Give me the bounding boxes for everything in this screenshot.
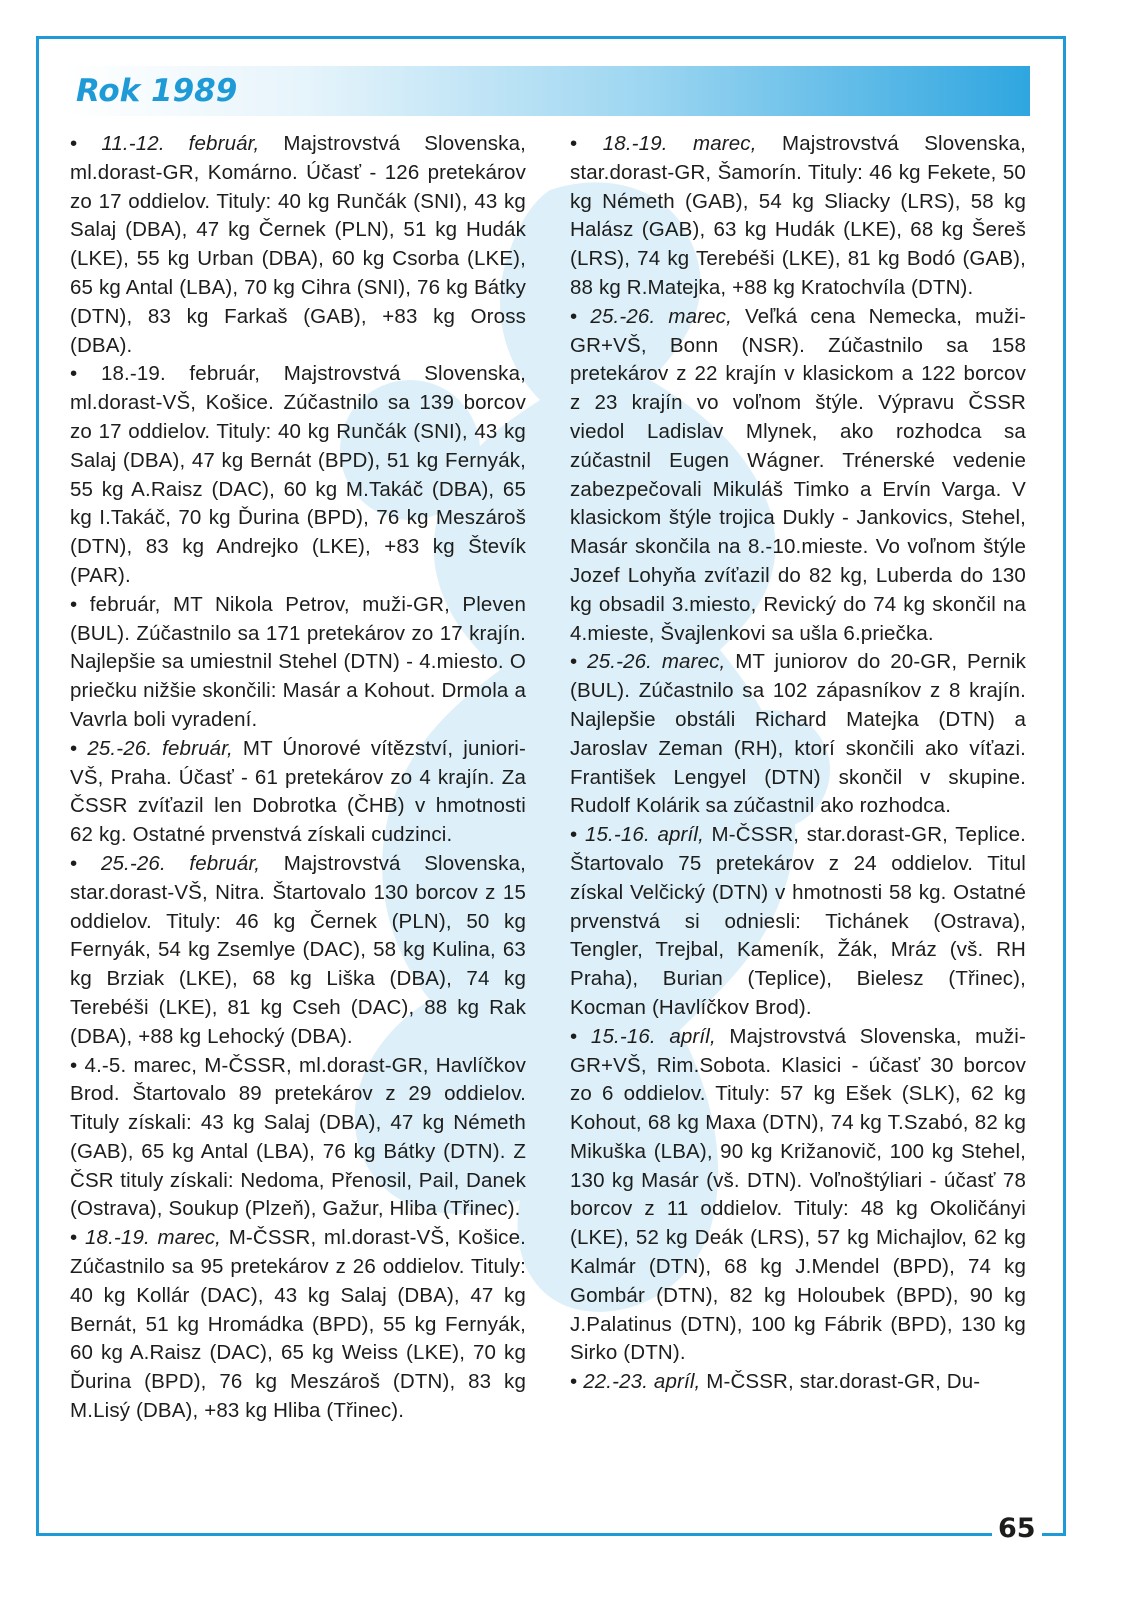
event-text: 4.-5. marec, M-ČSSR, ml.dorast-GR, Havlíčkov Brod. Štartovalo 89 pretekárov z 29 oddielov. Tituly získali: 43 kg Salaj (DBA), 47 kg Németh (GAB), 65 kg Antal (LBA), 76 kg Bátky (DTN). Z ČSR tituly získali: Nedoma, Přenosil, Pail, Danek (Ostrava), Soukup (Plzeň), Gažur, Hliba (Třinec). bbox=[70, 1053, 526, 1221]
event-text: Majstrovstvá Slovenska, star.dorast-VŠ, Nitra. Štartovalo 130 borcov z 15 oddielov. Tituly: 46 kg Černek (PLN), 50 kg Fernyák, 54 kg Zsemlye (DAC), 58 kg Kulina, 63 kg Brziak (LKE), 68 kg Liška (DBA), 74 kg Terebéši (LKE), 81 kg Cseh (DAC), 88 kg Rak (DBA), +88 kg Lehocký (DBA). bbox=[70, 851, 526, 1048]
list-item bbox=[70, 1052, 526, 1225]
event-text: 18.-19. február, Majstrovstvá Slovenska, ml.dorast-VŠ, Košice. Zúčastnilo sa 139 borcov zo 17 oddielov. Tituly: 40 kg Runčák (SNI), 43 kg Salaj (DBA), 47 kg Bernát (BPD), 51 kg Fernyák, 55 kg A.Raisz (DAC), 60 kg M.Takáč (DBA), 65 kg I.Takáč, 70 kg Ďurina (BPD), 76 kg Meszároš (DTN), 83 kg Andrejko (LKE), +83 kg Števík (PAR). bbox=[70, 362, 526, 587]
list-item bbox=[570, 303, 1026, 649]
bullet: • bbox=[570, 823, 578, 847]
bullet: • bbox=[70, 851, 78, 875]
bullet: • bbox=[70, 736, 78, 760]
event-date: 25.-26. marec, bbox=[587, 650, 726, 674]
event-text: MT Únorové vítězství, juniori-VŠ, Praha. Účasť - 61 pretekárov zo 4 krajín. Za ČSSR zvíťazil len Dobrotka (ČHB) v hmotnosti 62 kg. Ostatné prvenstvá získali cudzinci. bbox=[70, 736, 526, 847]
event-date: 11.-12. február, bbox=[101, 132, 260, 155]
event-text: február, MT Nikola Petrov, muži-GR, Pleven (BUL). Zúčastnilo sa 171 pretekárov zo 17 krajín. Najlepšie sa umiestnil Stehel (DTN) - 4.miesto. O priečku nižšie skončili: Masár a Kohout. Drmola a Vavrla boli vyradení. bbox=[70, 592, 526, 731]
event-date: 25.-26. marec, bbox=[590, 304, 732, 328]
event-date: 25.-26. február, bbox=[100, 851, 261, 875]
bullet: • bbox=[70, 362, 78, 386]
list-item bbox=[70, 360, 526, 590]
bullet: • bbox=[570, 1024, 578, 1048]
event-text: Veľká cena Nemecka, muži-GR+VŠ, Bonn (NSR). Zúčastnilo sa 158 pretekárov z 22 krajín v klasickom a 122 borcov z 23 krajín vo voľnom štýle. Výpravu ČSSR viedol Ladislav Mlynek, ako rozhodca sa zúčastnil Eugen Wágner. Trénerské vedenie zabezpečovali Mikuláš Timko a Ervín Varga. V klasickom štýle trojica Dukly - Jankovics, Stehel, Masár skončila na 8.-10.mieste. Vo voľnom štýle Jozef Lohyňa zvíťazil do 82 kg, Luberda do 130 kg obsadil 3.miesto, Revický do 74 kg skončil na 4.mieste, Švajlenkovi sa ušla 6.priečka. bbox=[570, 304, 1026, 645]
list-item bbox=[570, 648, 1026, 821]
bullet: • bbox=[70, 1226, 78, 1250]
event-date: 18.-19. marec, bbox=[84, 1226, 222, 1250]
event-text: Majstrovstvá Slovenska, star.dorast-GR, Šamorín. Tituly: 46 kg Fekete, 50 kg Németh (GAB), 54 kg Sliacky (LRS), 58 kg Halász (GAB), 63 kg Hudák (LKE), 68 kg Šereš (LRS), 74 kg Terebéši (LKE), 81 kg Bodó (GAB), 88 kg R.Matejka, +88 kg Kratochvíla (DTN). bbox=[570, 132, 1026, 299]
right-column bbox=[570, 130, 1026, 1397]
event-date: 18.-19. marec, bbox=[602, 132, 757, 155]
page-title: Rok 1989 bbox=[76, 73, 238, 109]
event-text: Majstrovstvá Slovenska, muži-GR+VŠ, Rim.Sobota. Klasici - účasť 30 borcov zo 6 oddielov. Tituly: 57 kg Ešek (SLK), 62 kg Kohout, 68 kg Maxa (DTN), 74 kg T.Szabó, 82 kg Mikuška (LBA), 90 kg Križanovič, 100 kg Stehel, 130 kg Masár (vš. DTN). Voľnoštýliari - účasť 78 borcov z 11 oddielov. Tituly: 48 kg Okoličányi (LKE), 52 kg Deák (LRS), 57 kg Michajlov, 62 kg Kalmár (DTN), 68 kg J.Mendel (BPD), 74 kg Gombár (DTN), 82 kg Holoubek (BPD), 90 kg J.Palatinus (DTN), 100 kg Fábrik (BPD), 130 kg Sirko (DTN). bbox=[570, 1024, 1026, 1365]
list-item bbox=[570, 1368, 1026, 1397]
bullet: • bbox=[570, 132, 578, 155]
list-item bbox=[70, 735, 526, 850]
bullet: • bbox=[570, 650, 578, 674]
bullet: • bbox=[70, 132, 78, 155]
event-date: 15.-16. apríl, bbox=[584, 823, 704, 847]
bullet: • bbox=[570, 304, 578, 328]
event-text: Majstrovstvá Slovenska, ml.dorast-GR, Komárno. Účasť - 126 pretekárov zo 17 oddielov. Tituly: 40 kg Runčák (SNI), 43 kg Salaj (DBA), 47 kg Černek (PLN), 51 kg Hudák (LKE), 55 kg Urban (DBA), 60 kg Csorba (LKE), 65 kg Antal (LBA), 70 kg Cihra (SNI), 76 kg Bátky (DTN), 83 kg Farkaš (GAB), +83 kg Oross (DBA). bbox=[70, 132, 526, 357]
event-date: 15.-16. apríl, bbox=[590, 1024, 716, 1048]
event-text: M-ČSSR, ml.dorast-VŠ, Košice. Zúčastnilo sa 95 pretekárov z 26 oddielov. Tituly: 40 kg Kollár (DAC), 43 kg Salaj (DBA), 47 kg Bernát, 51 kg Hromádka (BPD), 55 kg Fernyák, 60 kg A.Raisz (DAC), 65 kg Weiss (LKE), 70 kg Ďurina (BPD), 76 kg Meszároš (DTN), 83 kg M.Lisý (DBA), +83 kg Hliba (Třinec). bbox=[70, 1226, 526, 1423]
list-item bbox=[70, 850, 526, 1052]
event-text: M-ČSSR, star.dorast-GR, Teplice. Štartovalo 75 pretekárov z 24 oddielov. Titul získal Velčický (DTN) v hmotnosti 58 kg. Ostatné prvenstvá si odniesli: Tichánek (Ostrava), Tengler, Trejbal, Kameník, Žák, Mráz (vš. RH Praha), Burian (Teplice), Bielesz (Třinec), Kocman (Havlíčkov Brod). bbox=[570, 823, 1026, 1019]
list-item bbox=[70, 1224, 526, 1426]
bullet: • bbox=[570, 1370, 578, 1394]
event-text: MT juniorov do 20-GR, Pernik (BUL). Zúčastnilo sa 102 zápasníkov z 8 krajín. Najlepšie obstáli Richard Matejka (DTN) a Jaroslav Zeman (RH), ktorí skončili ako víťazi. František Lengyel (DTN) skončil v skupine. Rudolf Kolárik sa zúčastnil ako rozhodca. bbox=[570, 650, 1026, 818]
list-item bbox=[70, 130, 526, 360]
page-number: 65 bbox=[992, 1512, 1042, 1546]
list-item bbox=[570, 821, 1026, 1023]
event-date: 25.-26. február, bbox=[87, 736, 233, 760]
event-text: M-ČSSR, star.dorast-GR, Du- bbox=[706, 1370, 981, 1394]
bullet: • bbox=[70, 592, 78, 616]
event-date: 22.-23. apríl, bbox=[583, 1370, 701, 1394]
list-item bbox=[570, 130, 1026, 303]
bullet: • bbox=[70, 1053, 78, 1077]
list-item bbox=[570, 1023, 1026, 1369]
left-column bbox=[70, 130, 526, 1426]
list-item bbox=[70, 591, 526, 735]
